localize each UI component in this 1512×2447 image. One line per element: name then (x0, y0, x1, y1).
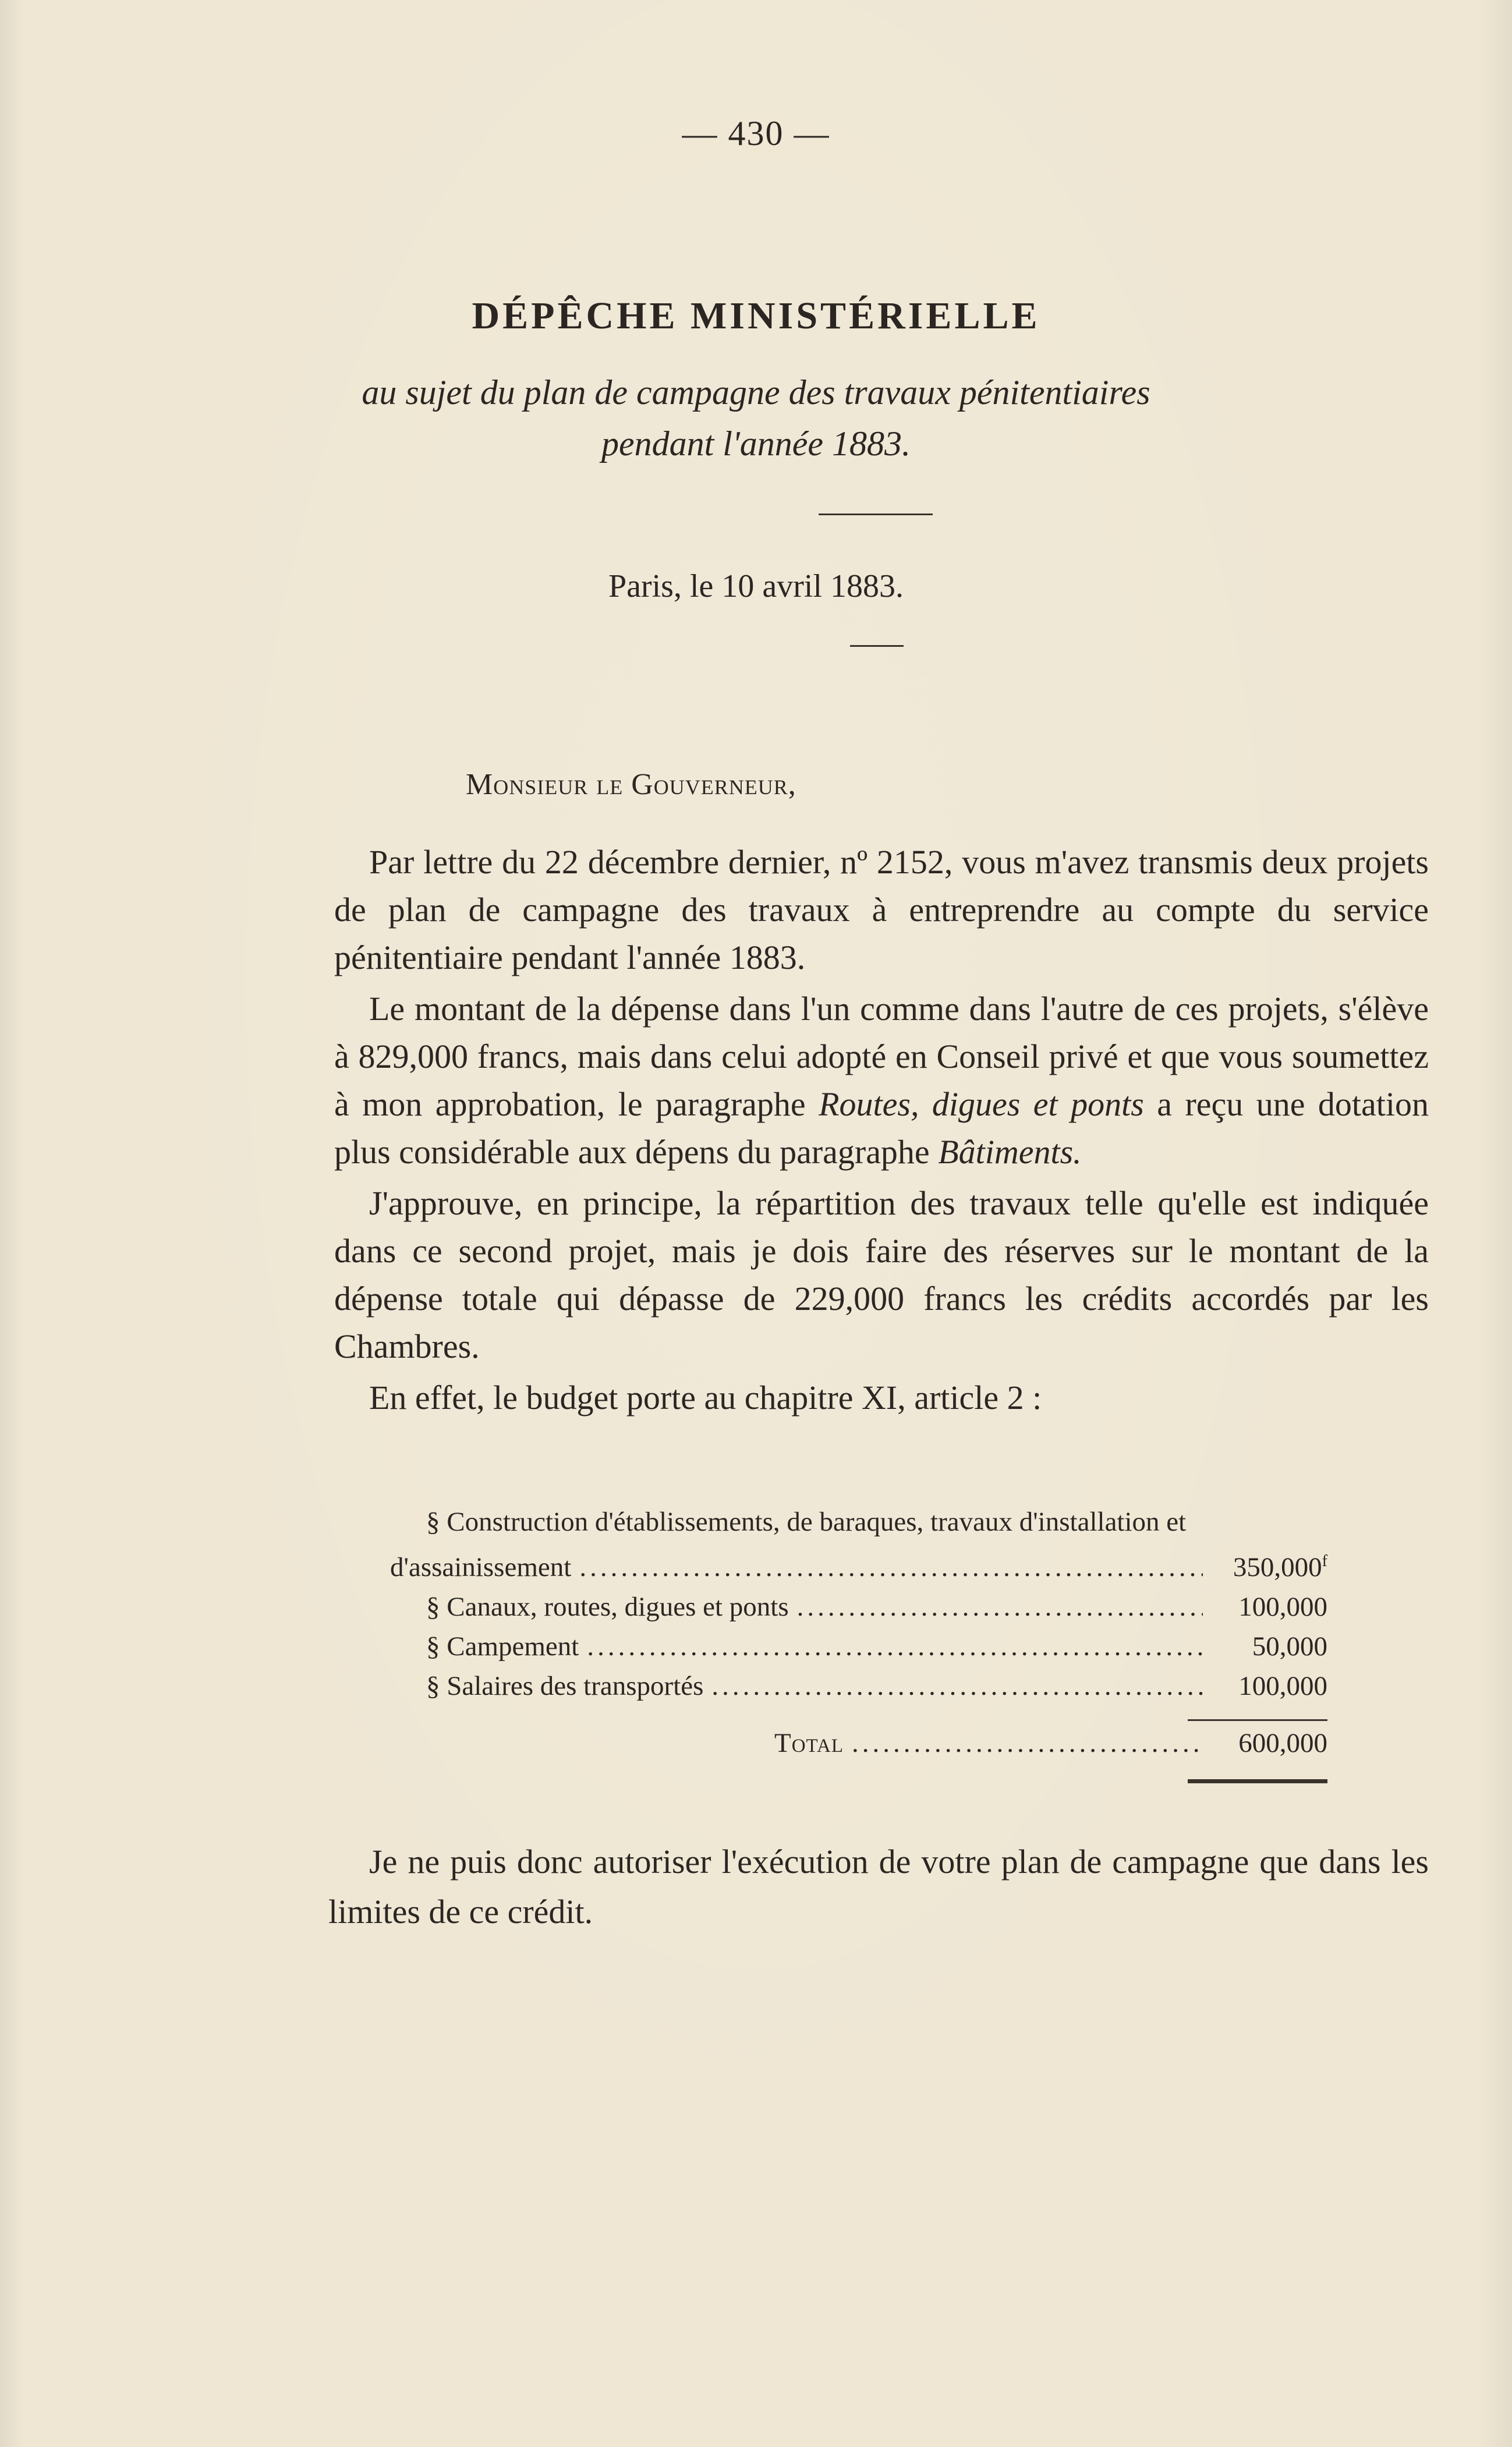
title-divider (819, 514, 933, 515)
budget-row-3 (390, 1627, 1327, 1666)
salutation: Monsieur le Gouverneur, (466, 768, 796, 801)
budget-row-3-amount: 50,000 (1252, 1631, 1327, 1662)
paragraph-1: Par lettre du 22 décembre dernier, nº 2152, vous m'avez transmis deux projets de plan de campagne des travaux à entreprendre au compte du service pénitentiaire pendant l'année 1883. (334, 843, 1429, 976)
document-subtitle-line-2: pendant l'année 1883. (601, 424, 911, 463)
paragraph-2 (334, 985, 1429, 1176)
budget-row-1-unit: f (1322, 1552, 1327, 1570)
budget-row-1 (390, 1542, 1327, 1587)
leader-dots (852, 1723, 1203, 1763)
paragraph-2-part-a: Le montant de la dépense dans l'un comme dans l'autre de ces projets, s'élève à 829,000 francs, mais dans celui adopté en Conseil privé et que vous soumettez à mon approbation, le paragraphe (334, 990, 1429, 1123)
budget-total-row (390, 1723, 1327, 1763)
leader-dots (579, 1547, 1203, 1587)
budget-row-2-amount: 100,000 (1238, 1591, 1327, 1622)
leader-dots (797, 1587, 1203, 1627)
budget-row-4-amount: 100,000 (1238, 1670, 1327, 1701)
paragraph-2-part-b: a reçu une dotation plus considérable aux dépens du paragraphe (334, 1085, 1429, 1171)
page-number: — 430 — (682, 114, 830, 153)
budget-row-1-label-line-1: § Construction d'établissements, de baraques, travaux d'installation et (426, 1507, 1187, 1537)
budget-row-2 (390, 1587, 1327, 1627)
budget-row-1-amount: 350,000$^f$ (1233, 1552, 1327, 1582)
leader-dots (587, 1627, 1203, 1666)
dateline-divider (850, 645, 904, 647)
budget-row-3-label: § Campement (426, 1631, 579, 1662)
document-subtitle-line-1: au sujet du plan de campagne des travaux pénitentiaires (362, 373, 1150, 412)
budget-row-4 (390, 1666, 1327, 1706)
budget-row-1-line-1 (390, 1502, 1327, 1542)
total-rule-bottom (1188, 1779, 1327, 1783)
budget-total-label: Total (774, 1727, 844, 1758)
letter-body (334, 838, 1429, 1425)
budget-row-2-label: § Canaux, routes, digues et ponts (426, 1591, 789, 1622)
paragraph-2-emphasis-2: Bâtiments. (938, 1133, 1082, 1171)
paragraph-4: En effet, le budget porte au chapitre XI, article 2 : (369, 1379, 1042, 1417)
document-title: DÉPÊCHE MINISTÉRIELLE (472, 295, 1040, 337)
budget-row-1-label-line-2: d'assainissement (390, 1552, 572, 1582)
leader-dots (711, 1666, 1203, 1706)
closing-paragraph (328, 1837, 1429, 1937)
budget-row-4-label: § Salaires des transportés (426, 1670, 704, 1701)
paragraph-3: J'approuve, en principe, la répartition des travaux telle qu'elle est indiquée dans ce second projet, mais je dois faire des réserves sur le montant de la dépense totale qui dépasse de 229,000 francs les crédits accordés par les Chambres. (334, 1184, 1429, 1365)
total-rule-top (1188, 1719, 1327, 1721)
budget-total-amount: 600,000 (1238, 1727, 1327, 1758)
budget-table (390, 1502, 1327, 1763)
paragraph-2-emphasis-1: Routes, digues et ponts (819, 1085, 1144, 1123)
dateline: Paris, le 10 avril 1883. (608, 568, 904, 604)
closing-text: Je ne puis donc autoriser l'exécution de votre plan de campagne que dans les limites de ce crédit. (328, 1843, 1429, 1931)
